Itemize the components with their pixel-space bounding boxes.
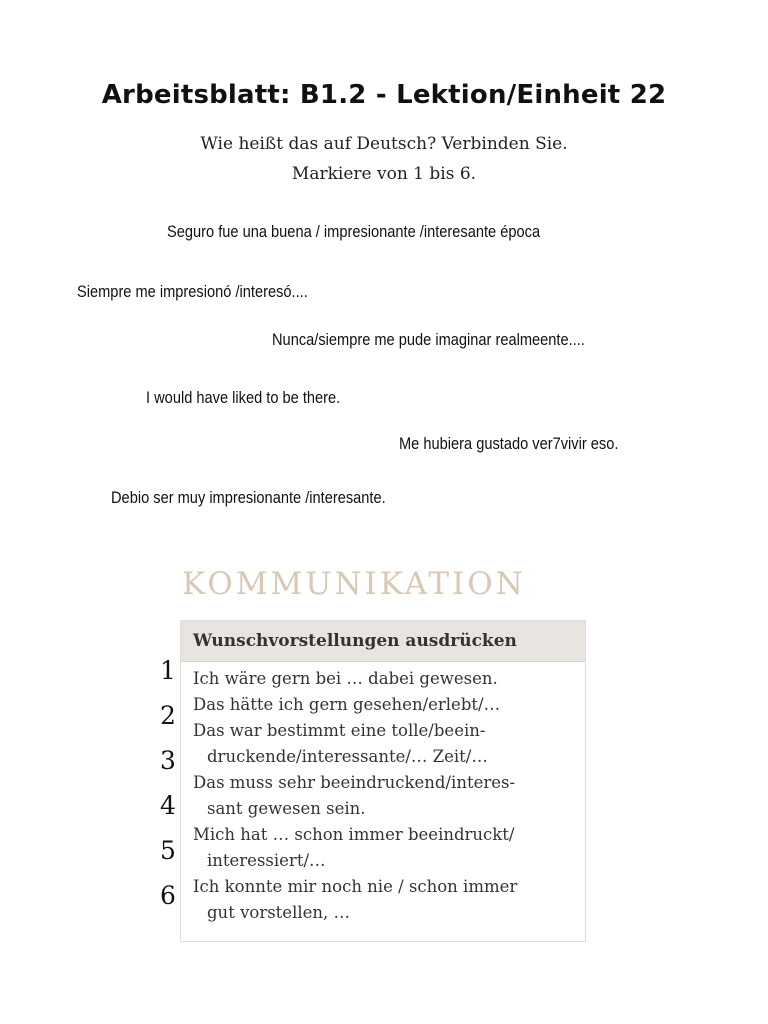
number-label-5: 5 bbox=[160, 836, 176, 865]
expression-line: interessiert/… bbox=[207, 851, 326, 870]
expression-line: Mich hat … schon immer beeindruckt/ bbox=[193, 825, 515, 844]
number-label-4: 4 bbox=[160, 791, 176, 820]
worksheet-title: Arbeitsblatt: B1.2 - Lektion/Einheit 22 bbox=[101, 80, 667, 110]
phrase-4: I would have liked to be there. bbox=[146, 388, 341, 407]
expression-line: Das hätte ich gern gesehen/erlebt/… bbox=[193, 695, 501, 714]
kommunikation-heading: KOMMUNIKATION bbox=[182, 566, 526, 602]
number-label-2: 2 bbox=[160, 701, 176, 730]
number-label-3: 3 bbox=[160, 746, 176, 775]
expressions-box-title: Wunschvorstellungen ausdrücken bbox=[181, 621, 585, 662]
expression-line: Das war bestimmt eine tolle/beein- bbox=[193, 721, 486, 740]
number-label-6: 6 bbox=[160, 881, 176, 910]
phrase-3: Nunca/siempre me pude imaginar realmeente.... bbox=[272, 330, 585, 349]
instruction-line-1: Wie heißt das auf Deutsch? Verbinden Sie. bbox=[200, 134, 568, 154]
phrase-1: Seguro fue una buena / impresionante /interesante época bbox=[167, 222, 541, 241]
expression-line: Das muss sehr beeindruckend/interes- bbox=[193, 773, 516, 792]
expression-line: druckende/interessante/… Zeit/… bbox=[207, 747, 488, 766]
expressions-box bbox=[180, 620, 586, 942]
expression-line: sant gewesen sein. bbox=[207, 799, 366, 818]
phrase-2: Siempre me impresionó /interesó.... bbox=[77, 282, 308, 301]
expression-line: Ich wäre gern bei … dabei gewesen. bbox=[193, 669, 498, 688]
expression-line: gut vorstellen, … bbox=[207, 903, 351, 922]
expressions-list bbox=[181, 662, 585, 926]
phrase-5: Me hubiera gustado ver7vivir eso. bbox=[399, 434, 619, 453]
instruction-line-2: Markiere von 1 bis 6. bbox=[291, 164, 477, 184]
expression-line: Ich konnte mir noch nie / schon immer bbox=[193, 877, 518, 896]
number-label-1: 1 bbox=[160, 656, 176, 685]
phrase-6: Debio ser muy impresionante /interesante. bbox=[111, 488, 386, 507]
